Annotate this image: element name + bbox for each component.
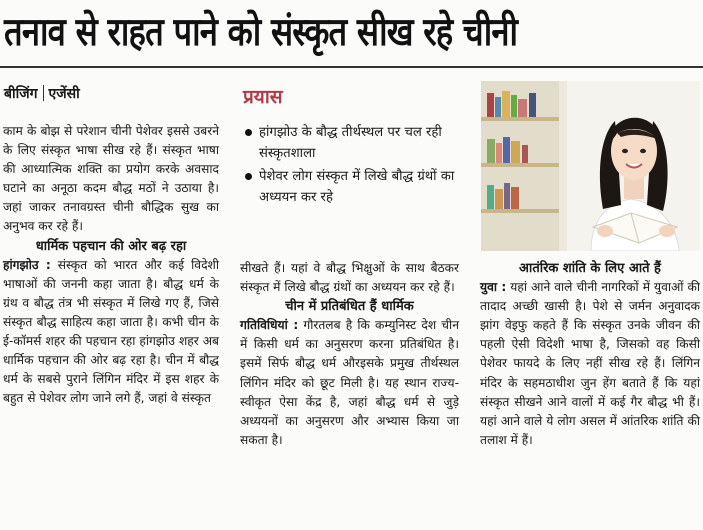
highlight-list: [243, 122, 479, 210]
subheading: आतंरिक शांति के लिए आते हैं: [519, 261, 661, 276]
highlight-item: पेशेवर लोग संस्कृत में लिखे बौद्ध ग्रंथों का अध्ययन कर रहे: [243, 166, 479, 208]
paragraph-lead: हांगझोउ :: [3, 257, 51, 272]
paragraph-lead: युवा :: [480, 280, 507, 295]
article-paragraph: [240, 316, 459, 450]
byline-place: बीजिंग: [4, 86, 38, 102]
article-column-1: [3, 122, 219, 408]
highlight-title: प्रयास: [243, 86, 283, 108]
paragraph-body: यहां आने वाले चीनी नागरिकों में युवाओं की तादाद अच्छी खासी है। पेशे से जर्मन अनुवादक झांग वेइफु कहते हैं कि संस्कृत उनके जीवन की पहली ऐसी विदेशी भाषा है, जिसको वह किसी पेशेवर फायदे के लिए नहीं सीख रहे हैं। लिंगिन मंदिर के सहमठाधीश जुन हेंग बताते हैं कि यहां संस्कृत सीखने आने वालों में कई गैर बौद्ध भी हैं। यहां आने वाले ये लोग असल में आंतरिक शांति की तलाश में हैं।: [480, 280, 700, 447]
highlight-item: हांगझोउ के बौद्ध तीर्थस्थल पर चल रही संस्कृतशाला: [243, 122, 479, 164]
paragraph-body: संस्कृत को भारत और कई विदेशी भाषाओं की जननी कहा जाता है। बौद्ध धर्म के ग्रंथ व बौद्ध तंत्र भी संस्कृत में लिखे गए हैं, जिसे संस्कृत बौद्ध साहित्य कहा जाता है। कभी चीन के ई-कॉमर्स शहर की पहचान रहा हांगझोउ शहर अब धार्मिक पहचान की ओर बढ़ रहा है। चीन में बौद्ध धर्म के सबसे पुराने लिंगिन मंदिर में इस शहर के बहुत से पेशेवर लोग जाने लगे हैं, जहां वे संस्कृत: [3, 257, 219, 406]
headline: तनाव से राहत पाने को संस्कृत सीख रहे चीनी: [4, 10, 518, 55]
subheading: धार्मिक पहचान की ओर बढ़ रहा: [35, 238, 187, 254]
headline-rule: [0, 66, 703, 68]
article-intro: काम के बोझ से परेशान चीनी पेशेवर इससे उबरने के लिए संस्कृत भाषा सीख रहे हैं। संस्कृत भाषा की आध्यात्मिक शक्ति का प्रयोग करके अवसाद घटाने का अनूठा कदम बौद्ध मठों ने उठाया है। जहां जाकर तनावग्रस्त चीनी बौद्धिक सुख का अनुभव कर रहे हैं।: [3, 124, 219, 234]
student-illustration: [481, 81, 700, 251]
paragraph-lead: गतिविधियां :: [240, 318, 299, 333]
paragraph-body: गौरतलब है कि कम्युनिस्ट देश चीन में किसी धर्म का अनुसरण करना प्रतिबंधित है। इसमें सिर्फ बौद्ध धर्म औरइसके प्रमुख तीर्थस्थल लिंगिन मंदिर को छूट मिली है। यह स्थान राज्य-स्वीकृत ऐसा केंद्र है, जहां बौद्ध धर्म से जुड़े अध्ययनों का अनुसरण और अभ्यास किया जा सकता है।: [240, 318, 459, 447]
student-photo: [481, 81, 700, 251]
article-paragraph: सीखते हैं। यहां वे बौद्ध भिक्षुओं के साथ बैठकर संस्कृत में लिखे बौद्ध ग्रंथों का अध्ययन कर रहे हैं।: [240, 261, 459, 295]
byline-agency: एजेंसी: [48, 86, 80, 102]
article-paragraph: [3, 256, 219, 409]
byline: [4, 84, 80, 104]
article-paragraph: [480, 278, 700, 450]
article-column-2: [240, 259, 459, 450]
byline-divider: [43, 85, 44, 101]
subheading: चीन में प्रतिबंधित हैं धार्मिक: [285, 299, 414, 315]
article-column-3: [480, 259, 700, 450]
